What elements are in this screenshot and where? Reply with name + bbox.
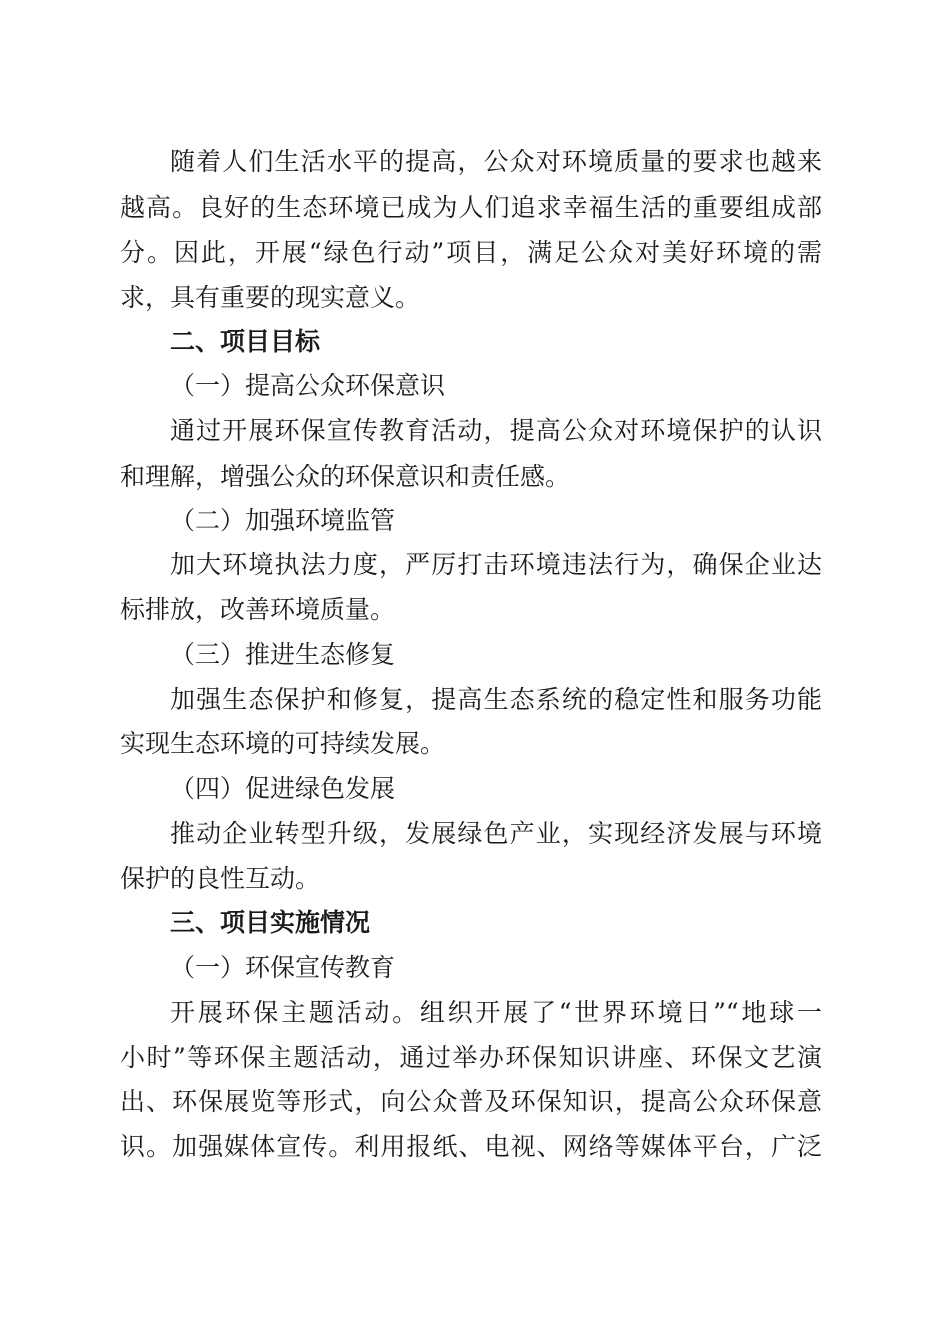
paragraph-line: 小时”等环保主题活动，通过举办环保知识讲座、环保文艺演 — [120, 1043, 822, 1072]
paragraph-line: 和理解，增强公众的环保意识和责任感。 — [120, 462, 571, 491]
paragraph-line: 推动企业转型升级，发展绿色产业，实现经济发展与环境 — [170, 819, 822, 848]
paragraph-line: 加强生态保护和修复，提高生态系统的稳定性和服务功能 — [170, 685, 822, 714]
paragraph-line: 加大环境执法力度，严厉打击环境违法行为，确保企业达 — [170, 550, 822, 579]
paragraph-line: 保护的良性互动。 — [120, 864, 321, 893]
paragraph-line: 分。因此，开展“绿色行动”项目，满足公众对美好环境的需 — [120, 238, 822, 267]
paragraph-line: 开展环保主题活动。组织开展了“世界环境日”“地球一 — [170, 998, 822, 1027]
paragraph-line: 实现生态环境的可持续发展。 — [120, 729, 446, 758]
subsection-heading: （三）推进生态修复 — [170, 640, 396, 669]
subsection-heading: （一）环保宣传教育 — [170, 953, 396, 982]
section-heading: 三、项目实施情况 — [170, 908, 371, 937]
paragraph-line: 通过开展环保宣传教育活动，提高公众对环境保护的认识 — [170, 416, 822, 445]
paragraph-line: 随着人们生活水平的提高，公众对环境质量的要求也越来 — [170, 147, 822, 176]
paragraph-line: 越高。良好的生态环境已成为人们追求幸福生活的重要组成部 — [120, 193, 822, 222]
paragraph-line: 求，具有重要的现实意义。 — [120, 283, 421, 312]
paragraph-line: 识。加强媒体宣传。利用报纸、电视、网络等媒体平台，广泛 — [120, 1132, 822, 1161]
subsection-heading: （二）加强环境监管 — [170, 506, 396, 535]
subsection-heading: （四）促进绿色发展 — [170, 774, 396, 803]
paragraph-line: 标排放，改善环境质量。 — [120, 595, 396, 624]
section-heading: 二、项目目标 — [170, 327, 321, 356]
paragraph-line: 出、环保展览等形式，向公众普及环保知识，提高公众环保意 — [120, 1087, 822, 1116]
subsection-heading: （一）提高公众环保意识 — [170, 371, 446, 400]
